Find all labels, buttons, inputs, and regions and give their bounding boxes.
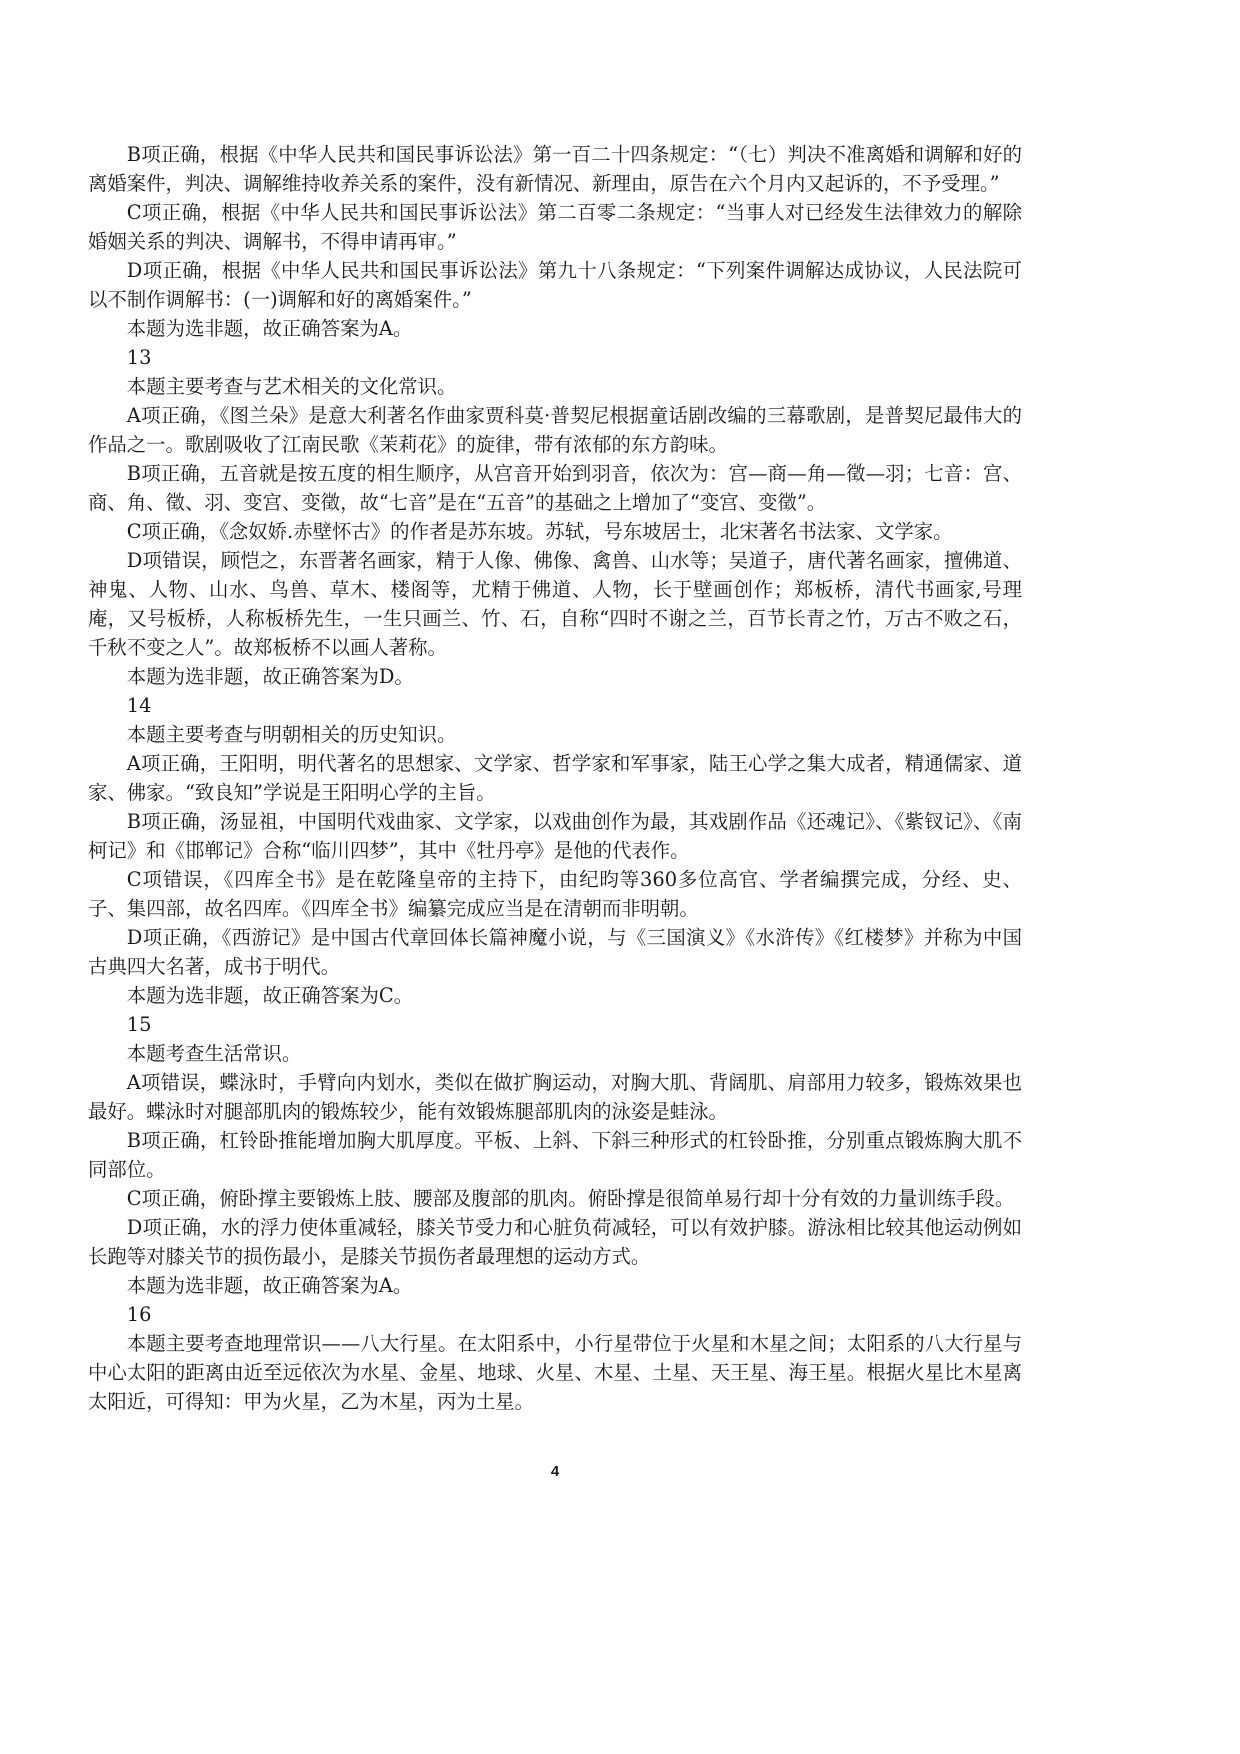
paragraph: A项错误，蝶泳时，手臂向内划水，类似在做扩胸运动，对胸大肌、背阔肌、肩部用力较多，锻炼效果也最好。蝶泳时对腿部肌肉的锻炼较少，能有效锻炼腿部肌肉的泳姿是蛙泳。 [88, 1071, 1022, 1123]
paragraph: D项正确，《西游记》是中国古代章回体长篇神魔小说，与《三国演义》《水浒传》《红楼梦》并称为中国古典四大名著，成书于明代。 [88, 926, 1022, 978]
paragraph: D项正确，水的浮力使体重减轻，膝关节受力和心脏负荷减轻，可以有效护膝。游泳相比较其他运动例如长跑等对膝关节的损伤最小，是膝关节损伤者最理想的运动方式。 [88, 1216, 1022, 1268]
paragraph: 本题考查生活常识。 [126, 1042, 302, 1065]
paragraph: 本题主要考查与明朝相关的历史知识。 [126, 723, 457, 746]
question-number: 16 [126, 1303, 152, 1326]
paragraph: 本题为选非题，故正确答案为C。 [126, 984, 414, 1007]
page-number: 4 [550, 1463, 560, 1480]
paragraph: C项正确，《念奴娇.赤壁怀古》的作者是苏东坡。苏轼，号东坡居士，北宋著名书法家、文学家。 [126, 520, 953, 543]
paragraph: D项错误，顾恺之，东晋著名画家，精于人像、佛像、禽兽、山水等；吴道子，唐代著名画家，擅佛道、神鬼、人物、山水、鸟兽、草木、楼阁等，尤精于佛道、人物，长于壁画创作；郑板桥，清代书画家,号理庵，又号板桥，人称板桥先生，一生只画兰、竹、石，自称“四时不谢之兰，百节长青之竹，万古不败之石，千秋不变之人”。故郑板桥不以画人著称。 [88, 549, 1022, 659]
paragraph: C项正确，俯卧撑主要锻炼上肢、腰部及腹部的肌肉。俯卧撑是很简单易行却十分有效的力量训练手段。 [126, 1187, 1015, 1210]
paragraph: C项错误，《四库全书》是在乾隆皇帝的主持下，由纪昀等360多位高官、学者编撰完成，分经、史、子、集四部，故名四库。《四库全书》编纂完成应当是在清朝而非明朝。 [88, 868, 1022, 920]
paragraph: 本题主要考查与艺术相关的文化常识。 [126, 375, 457, 398]
paragraph: B项正确，根据《中华人民共和国民事诉讼法》第一百二十四条规定：“（七）判决不准离婚和调解和好的离婚案件，判决、调解维持收养关系的案件，没有新情况、新理由，原告在六个月内又起诉的，不予受理。” [88, 143, 1022, 195]
paragraph: C项正确，根据《中华人民共和国民事诉讼法》第二百零二条规定：“当事人对已经发生法律效力的解除婚姻关系的判决、调解书，不得申请再审。” [88, 201, 1022, 253]
paragraph: D项正确，根据《中华人民共和国民事诉讼法》第九十八条规定：“下列案件调解达成协议，人民法院可以不制作调解书：(一)调解和好的离婚案件。” [88, 259, 1022, 311]
paragraph: B项正确，杠铃卧推能增加胸大肌厚度。平板、上斜、下斜三种形式的杠铃卧推，分别重点锻炼胸大肌不同部位。 [88, 1129, 1022, 1181]
paragraph: 本题为选非题，故正确答案为A。 [126, 1274, 413, 1297]
question-number: 15 [126, 1013, 152, 1036]
document-body [88, 140, 1022, 1456]
paragraph: B项正确，五音就是按五度的相生顺序，从宫音开始到羽音，依次为：宫—商—角—徵—羽；七音：宫、商、角、徵、羽、变宫、变徵，故“七音”是在“五音”的基础之上增加了“变宫、变徵”。 [88, 462, 1022, 514]
paragraph: 本题为选非题，故正确答案为D。 [126, 665, 414, 688]
question-number: 13 [126, 346, 152, 369]
paragraph: 本题为选非题，故正确答案为A。 [126, 317, 413, 340]
paragraph: A项正确，《图兰朵》是意大利著名作曲家贾科莫·普契尼根据童话剧改编的三幕歌剧，是普契尼最伟大的作品之一。歌剧吸收了江南民歌《茉莉花》的旋律，带有浓郁的东方韵味。 [88, 404, 1022, 456]
question-number: 14 [126, 694, 152, 717]
paragraph: A项正确，王阳明，明代著名的思想家、文学家、哲学家和军事家，陆王心学之集大成者，精通儒家、道家、佛家。“致良知”学说是王阳明心学的主旨。 [88, 752, 1022, 804]
paragraph: 本题主要考查地理常识——八大行星。在太阳系中，小行星带位于火星和木星之间；太阳系的八大行星与中心太阳的距离由近至远依次为水星、金星、地球、火星、木星、土星、天王星、海王星。根据火星比木星离太阳近，可得知：甲为火星，乙为木星，丙为土星。 [88, 1332, 1022, 1413]
paragraph: B项正确，汤显祖，中国明代戏曲家、文学家，以戏曲创作为最，其戏剧作品《还魂记》、《紫钗记》、《南柯记》和《邯郸记》合称“临川四梦”，其中《牡丹亭》是他的代表作。 [88, 810, 1022, 862]
